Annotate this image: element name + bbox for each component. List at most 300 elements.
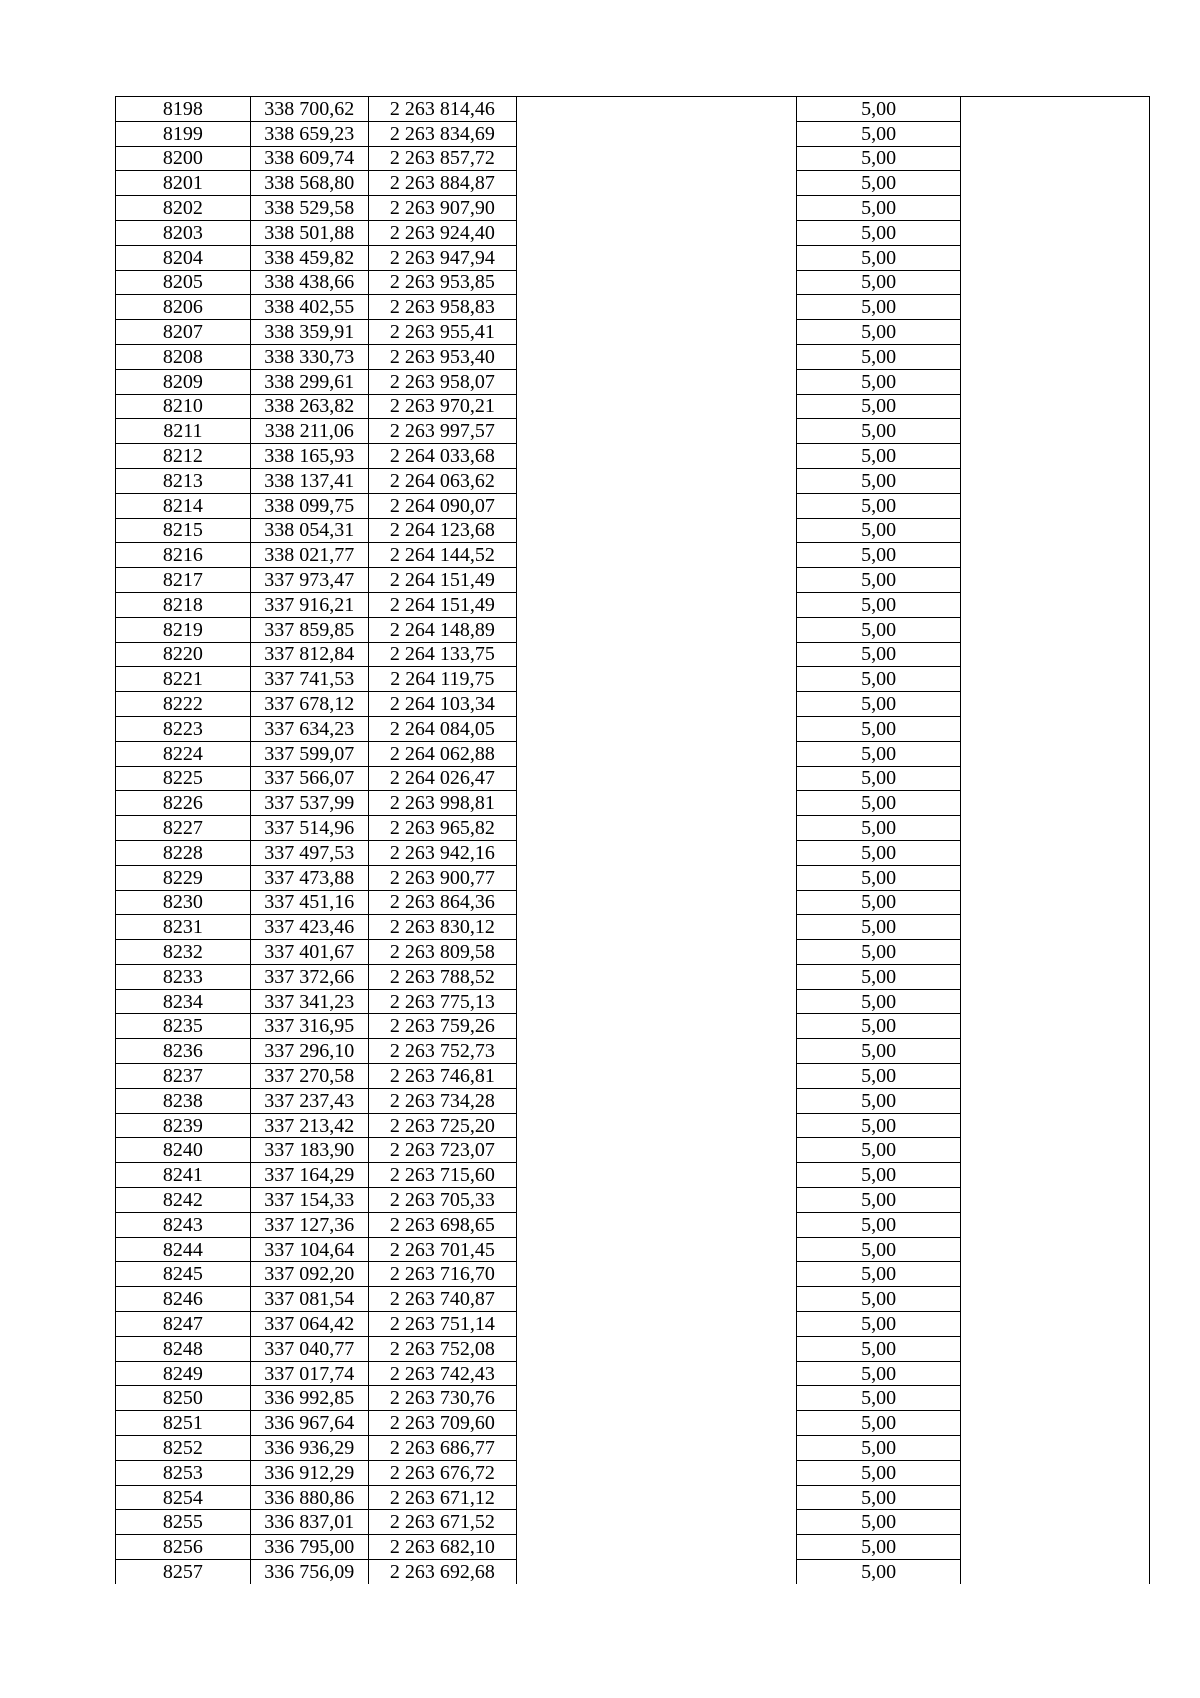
table-row (116, 1460, 1150, 1485)
empty-cell (960, 791, 1149, 816)
x-coordinate-cell: 337 473,88 (250, 865, 368, 890)
y-coordinate-cell: 2 263 998,81 (368, 791, 516, 816)
empty-cell (516, 1039, 797, 1064)
empty-cell (960, 543, 1149, 568)
empty-cell (960, 989, 1149, 1014)
empty-cell (516, 1287, 797, 1312)
y-coordinate-cell: 2 263 751,14 (368, 1312, 516, 1337)
empty-cell (516, 716, 797, 741)
x-coordinate-cell: 337 423,46 (250, 915, 368, 940)
x-coordinate-cell: 337 916,21 (250, 592, 368, 617)
value-cell: 5,00 (797, 1113, 960, 1138)
empty-cell (516, 940, 797, 965)
empty-cell (516, 1113, 797, 1138)
table-row (116, 146, 1150, 171)
point-number-cell: 8204 (116, 245, 251, 270)
y-coordinate-cell: 2 264 123,68 (368, 518, 516, 543)
point-number-cell: 8250 (116, 1386, 251, 1411)
point-number-cell: 8202 (116, 196, 251, 221)
value-cell: 5,00 (797, 989, 960, 1014)
value-cell: 5,00 (797, 1361, 960, 1386)
y-coordinate-cell: 2 263 955,41 (368, 320, 516, 345)
empty-cell (960, 1163, 1149, 1188)
empty-cell (960, 1361, 1149, 1386)
x-coordinate-cell: 338 459,82 (250, 245, 368, 270)
value-cell: 5,00 (797, 1237, 960, 1262)
empty-cell (960, 1386, 1149, 1411)
y-coordinate-cell: 2 263 965,82 (368, 816, 516, 841)
coordinates-table (115, 96, 1150, 1584)
empty-cell (960, 1436, 1149, 1461)
table-row (116, 394, 1150, 419)
y-coordinate-cell: 2 263 947,94 (368, 245, 516, 270)
point-number-cell: 8244 (116, 1237, 251, 1262)
value-cell: 5,00 (797, 320, 960, 345)
empty-cell (516, 196, 797, 221)
y-coordinate-cell: 2 264 026,47 (368, 766, 516, 791)
empty-cell (960, 890, 1149, 915)
empty-cell (516, 568, 797, 593)
empty-cell (960, 171, 1149, 196)
empty-cell (960, 1262, 1149, 1287)
point-number-cell: 8239 (116, 1113, 251, 1138)
y-coordinate-cell: 2 264 033,68 (368, 444, 516, 469)
x-coordinate-cell: 338 609,74 (250, 146, 368, 171)
table-row (116, 1485, 1150, 1510)
y-coordinate-cell: 2 263 814,46 (368, 97, 516, 122)
y-coordinate-cell: 2 264 133,75 (368, 642, 516, 667)
table-row (116, 444, 1150, 469)
y-coordinate-cell: 2 264 084,05 (368, 716, 516, 741)
y-coordinate-cell: 2 263 746,81 (368, 1064, 516, 1089)
point-number-cell: 8221 (116, 667, 251, 692)
y-coordinate-cell: 2 263 953,40 (368, 344, 516, 369)
empty-cell (516, 1188, 797, 1213)
point-number-cell: 8207 (116, 320, 251, 345)
point-number-cell: 8255 (116, 1510, 251, 1535)
value-cell: 5,00 (797, 295, 960, 320)
x-coordinate-cell: 337 451,16 (250, 890, 368, 915)
x-coordinate-cell: 337 341,23 (250, 989, 368, 1014)
empty-cell (516, 865, 797, 890)
value-cell: 5,00 (797, 816, 960, 841)
point-number-cell: 8213 (116, 468, 251, 493)
x-coordinate-cell: 337 812,84 (250, 642, 368, 667)
empty-cell (516, 1535, 797, 1560)
empty-cell (516, 1088, 797, 1113)
y-coordinate-cell: 2 263 742,43 (368, 1361, 516, 1386)
value-cell: 5,00 (797, 1212, 960, 1237)
y-coordinate-cell: 2 263 958,07 (368, 369, 516, 394)
table-row (116, 1113, 1150, 1138)
table-row (116, 1088, 1150, 1113)
x-coordinate-cell: 338 330,73 (250, 344, 368, 369)
empty-cell (516, 741, 797, 766)
empty-cell (960, 270, 1149, 295)
table-row (116, 1361, 1150, 1386)
x-coordinate-cell: 337 183,90 (250, 1138, 368, 1163)
empty-cell (960, 840, 1149, 865)
point-number-cell: 8215 (116, 518, 251, 543)
empty-cell (516, 1237, 797, 1262)
y-coordinate-cell: 2 263 705,33 (368, 1188, 516, 1213)
table-row (116, 1411, 1150, 1436)
y-coordinate-cell: 2 264 144,52 (368, 543, 516, 568)
point-number-cell: 8242 (116, 1188, 251, 1213)
value-cell: 5,00 (797, 171, 960, 196)
point-number-cell: 8206 (116, 295, 251, 320)
value-cell: 5,00 (797, 964, 960, 989)
y-coordinate-cell: 2 263 830,12 (368, 915, 516, 940)
x-coordinate-cell: 336 756,09 (250, 1560, 368, 1584)
point-number-cell: 8235 (116, 1014, 251, 1039)
empty-cell (960, 667, 1149, 692)
point-number-cell: 8205 (116, 270, 251, 295)
value-cell: 5,00 (797, 97, 960, 122)
value-cell: 5,00 (797, 1560, 960, 1584)
x-coordinate-cell: 337 213,42 (250, 1113, 368, 1138)
point-number-cell: 8253 (116, 1460, 251, 1485)
value-cell: 5,00 (797, 716, 960, 741)
x-coordinate-cell: 337 741,53 (250, 667, 368, 692)
table-row (116, 667, 1150, 692)
empty-cell (516, 890, 797, 915)
x-coordinate-cell: 336 837,01 (250, 1510, 368, 1535)
x-coordinate-cell: 336 795,00 (250, 1535, 368, 1560)
point-number-cell: 8224 (116, 741, 251, 766)
empty-cell (516, 146, 797, 171)
y-coordinate-cell: 2 263 709,60 (368, 1411, 516, 1436)
empty-cell (516, 1138, 797, 1163)
point-number-cell: 8223 (116, 716, 251, 741)
point-number-cell: 8247 (116, 1312, 251, 1337)
y-coordinate-cell: 2 263 958,83 (368, 295, 516, 320)
empty-cell (516, 344, 797, 369)
empty-cell (516, 97, 797, 122)
coordinates-table-body (116, 97, 1150, 1584)
value-cell: 5,00 (797, 1188, 960, 1213)
table-row (116, 1064, 1150, 1089)
y-coordinate-cell: 2 263 671,52 (368, 1510, 516, 1535)
x-coordinate-cell: 337 859,85 (250, 617, 368, 642)
empty-cell (960, 940, 1149, 965)
table-row (116, 865, 1150, 890)
y-coordinate-cell: 2 263 740,87 (368, 1287, 516, 1312)
value-cell: 5,00 (797, 915, 960, 940)
empty-cell (960, 1138, 1149, 1163)
empty-cell (516, 468, 797, 493)
empty-cell (960, 568, 1149, 593)
empty-cell (960, 1287, 1149, 1312)
empty-cell (516, 840, 797, 865)
table-row (116, 617, 1150, 642)
empty-cell (960, 617, 1149, 642)
x-coordinate-cell: 337 566,07 (250, 766, 368, 791)
point-number-cell: 8246 (116, 1287, 251, 1312)
table-row (116, 171, 1150, 196)
empty-cell (960, 1212, 1149, 1237)
empty-cell (516, 1064, 797, 1089)
value-cell: 5,00 (797, 1287, 960, 1312)
empty-cell (960, 1113, 1149, 1138)
table-row (116, 543, 1150, 568)
empty-cell (516, 419, 797, 444)
value-cell: 5,00 (797, 1262, 960, 1287)
point-number-cell: 8236 (116, 1039, 251, 1064)
empty-cell (516, 394, 797, 419)
empty-cell (516, 1212, 797, 1237)
empty-cell (960, 1014, 1149, 1039)
value-cell: 5,00 (797, 1386, 960, 1411)
empty-cell (516, 518, 797, 543)
y-coordinate-cell: 2 263 775,13 (368, 989, 516, 1014)
empty-cell (960, 320, 1149, 345)
empty-cell (516, 1163, 797, 1188)
value-cell: 5,00 (797, 220, 960, 245)
x-coordinate-cell: 337 237,43 (250, 1088, 368, 1113)
point-number-cell: 8210 (116, 394, 251, 419)
table-row (116, 270, 1150, 295)
value-cell: 5,00 (797, 394, 960, 419)
x-coordinate-cell: 337 064,42 (250, 1312, 368, 1337)
empty-cell (960, 1411, 1149, 1436)
value-cell: 5,00 (797, 543, 960, 568)
y-coordinate-cell: 2 263 970,21 (368, 394, 516, 419)
y-coordinate-cell: 2 263 716,70 (368, 1262, 516, 1287)
x-coordinate-cell: 336 967,64 (250, 1411, 368, 1436)
table-row (116, 816, 1150, 841)
x-coordinate-cell: 337 514,96 (250, 816, 368, 841)
y-coordinate-cell: 2 263 715,60 (368, 1163, 516, 1188)
value-cell: 5,00 (797, 667, 960, 692)
empty-cell (960, 1510, 1149, 1535)
table-row (116, 1188, 1150, 1213)
y-coordinate-cell: 2 263 809,58 (368, 940, 516, 965)
table-row (116, 1014, 1150, 1039)
point-number-cell: 8211 (116, 419, 251, 444)
point-number-cell: 8234 (116, 989, 251, 1014)
value-cell: 5,00 (797, 1336, 960, 1361)
point-number-cell: 8222 (116, 692, 251, 717)
x-coordinate-cell: 337 973,47 (250, 568, 368, 593)
table-row (116, 518, 1150, 543)
table-row (116, 1436, 1150, 1461)
table-row (116, 1262, 1150, 1287)
y-coordinate-cell: 2 263 857,72 (368, 146, 516, 171)
y-coordinate-cell: 2 264 063,62 (368, 468, 516, 493)
empty-cell (960, 716, 1149, 741)
point-number-cell: 8209 (116, 369, 251, 394)
table-row (116, 419, 1150, 444)
point-number-cell: 8231 (116, 915, 251, 940)
y-coordinate-cell: 2 264 148,89 (368, 617, 516, 642)
x-coordinate-cell: 338 659,23 (250, 121, 368, 146)
x-coordinate-cell: 338 438,66 (250, 270, 368, 295)
value-cell: 5,00 (797, 642, 960, 667)
point-number-cell: 8237 (116, 1064, 251, 1089)
point-number-cell: 8220 (116, 642, 251, 667)
x-coordinate-cell: 338 529,58 (250, 196, 368, 221)
empty-cell (516, 989, 797, 1014)
empty-cell (516, 1262, 797, 1287)
x-coordinate-cell: 336 936,29 (250, 1436, 368, 1461)
y-coordinate-cell: 2 263 723,07 (368, 1138, 516, 1163)
point-number-cell: 8201 (116, 171, 251, 196)
value-cell: 5,00 (797, 196, 960, 221)
point-number-cell: 8232 (116, 940, 251, 965)
empty-cell (960, 1560, 1149, 1584)
y-coordinate-cell: 2 263 884,87 (368, 171, 516, 196)
empty-cell (516, 270, 797, 295)
table-row (116, 1039, 1150, 1064)
value-cell: 5,00 (797, 1460, 960, 1485)
x-coordinate-cell: 338 501,88 (250, 220, 368, 245)
empty-cell (516, 1460, 797, 1485)
point-number-cell: 8256 (116, 1535, 251, 1560)
x-coordinate-cell: 338 137,41 (250, 468, 368, 493)
table-row (116, 1510, 1150, 1535)
empty-cell (516, 915, 797, 940)
table-row (116, 1237, 1150, 1262)
y-coordinate-cell: 2 263 759,26 (368, 1014, 516, 1039)
table-row (116, 1312, 1150, 1337)
table-row (116, 97, 1150, 122)
empty-cell (960, 97, 1149, 122)
point-number-cell: 8226 (116, 791, 251, 816)
empty-cell (960, 741, 1149, 766)
value-cell: 5,00 (797, 1436, 960, 1461)
empty-cell (960, 592, 1149, 617)
empty-cell (960, 468, 1149, 493)
table-row (116, 1560, 1150, 1584)
y-coordinate-cell: 2 263 907,90 (368, 196, 516, 221)
y-coordinate-cell: 2 263 686,77 (368, 1436, 516, 1461)
point-number-cell: 8216 (116, 543, 251, 568)
table-row (116, 741, 1150, 766)
empty-cell (960, 865, 1149, 890)
x-coordinate-cell: 338 402,55 (250, 295, 368, 320)
table-row (116, 940, 1150, 965)
empty-cell (516, 667, 797, 692)
empty-cell (960, 369, 1149, 394)
point-number-cell: 8227 (116, 816, 251, 841)
value-cell: 5,00 (797, 1014, 960, 1039)
y-coordinate-cell: 2 263 692,68 (368, 1560, 516, 1584)
x-coordinate-cell: 337 599,07 (250, 741, 368, 766)
empty-cell (960, 146, 1149, 171)
empty-cell (960, 419, 1149, 444)
empty-cell (960, 220, 1149, 245)
empty-cell (960, 766, 1149, 791)
y-coordinate-cell: 2 263 864,36 (368, 890, 516, 915)
empty-cell (960, 915, 1149, 940)
empty-cell (516, 1485, 797, 1510)
x-coordinate-cell: 338 211,06 (250, 419, 368, 444)
point-number-cell: 8254 (116, 1485, 251, 1510)
value-cell: 5,00 (797, 518, 960, 543)
empty-cell (960, 196, 1149, 221)
value-cell: 5,00 (797, 940, 960, 965)
value-cell: 5,00 (797, 766, 960, 791)
y-coordinate-cell: 2 264 062,88 (368, 741, 516, 766)
table-row (116, 196, 1150, 221)
empty-cell (960, 1188, 1149, 1213)
table-row (116, 1163, 1150, 1188)
empty-cell (516, 121, 797, 146)
table-row (116, 568, 1150, 593)
value-cell: 5,00 (797, 1485, 960, 1510)
y-coordinate-cell: 2 263 734,28 (368, 1088, 516, 1113)
value-cell: 5,00 (797, 791, 960, 816)
x-coordinate-cell: 337 092,20 (250, 1262, 368, 1287)
y-coordinate-cell: 2 264 151,49 (368, 592, 516, 617)
point-number-cell: 8219 (116, 617, 251, 642)
x-coordinate-cell: 337 154,33 (250, 1188, 368, 1213)
y-coordinate-cell: 2 263 701,45 (368, 1237, 516, 1262)
value-cell: 5,00 (797, 592, 960, 617)
empty-cell (960, 1237, 1149, 1262)
empty-cell (516, 617, 797, 642)
empty-cell (516, 171, 797, 196)
value-cell: 5,00 (797, 692, 960, 717)
empty-cell (516, 1014, 797, 1039)
x-coordinate-cell: 336 912,29 (250, 1460, 368, 1485)
table-row (116, 1138, 1150, 1163)
empty-cell (516, 1386, 797, 1411)
empty-cell (516, 1312, 797, 1337)
value-cell: 5,00 (797, 493, 960, 518)
x-coordinate-cell: 337 104,64 (250, 1237, 368, 1262)
empty-cell (960, 816, 1149, 841)
x-coordinate-cell: 337 372,66 (250, 964, 368, 989)
x-coordinate-cell: 337 316,95 (250, 1014, 368, 1039)
y-coordinate-cell: 2 264 119,75 (368, 667, 516, 692)
value-cell: 5,00 (797, 1088, 960, 1113)
point-number-cell: 8257 (116, 1560, 251, 1584)
empty-cell (960, 394, 1149, 419)
empty-cell (516, 766, 797, 791)
table-row (116, 1386, 1150, 1411)
x-coordinate-cell: 337 127,36 (250, 1212, 368, 1237)
table-row (116, 791, 1150, 816)
x-coordinate-cell: 337 537,99 (250, 791, 368, 816)
empty-cell (960, 1312, 1149, 1337)
table-row (116, 493, 1150, 518)
table-row (116, 716, 1150, 741)
table-row (116, 295, 1150, 320)
table-row (116, 692, 1150, 717)
empty-cell (960, 1039, 1149, 1064)
empty-cell (516, 964, 797, 989)
point-number-cell: 8199 (116, 121, 251, 146)
empty-cell (516, 320, 797, 345)
point-number-cell: 8198 (116, 97, 251, 122)
y-coordinate-cell: 2 264 090,07 (368, 493, 516, 518)
table-row (116, 468, 1150, 493)
value-cell: 5,00 (797, 1312, 960, 1337)
x-coordinate-cell: 337 040,77 (250, 1336, 368, 1361)
y-coordinate-cell: 2 263 752,08 (368, 1336, 516, 1361)
empty-cell (516, 369, 797, 394)
empty-cell (960, 1460, 1149, 1485)
table-row (116, 369, 1150, 394)
y-coordinate-cell: 2 263 953,85 (368, 270, 516, 295)
empty-cell (960, 493, 1149, 518)
x-coordinate-cell: 338 299,61 (250, 369, 368, 394)
point-number-cell: 8241 (116, 1163, 251, 1188)
x-coordinate-cell: 337 497,53 (250, 840, 368, 865)
value-cell: 5,00 (797, 444, 960, 469)
